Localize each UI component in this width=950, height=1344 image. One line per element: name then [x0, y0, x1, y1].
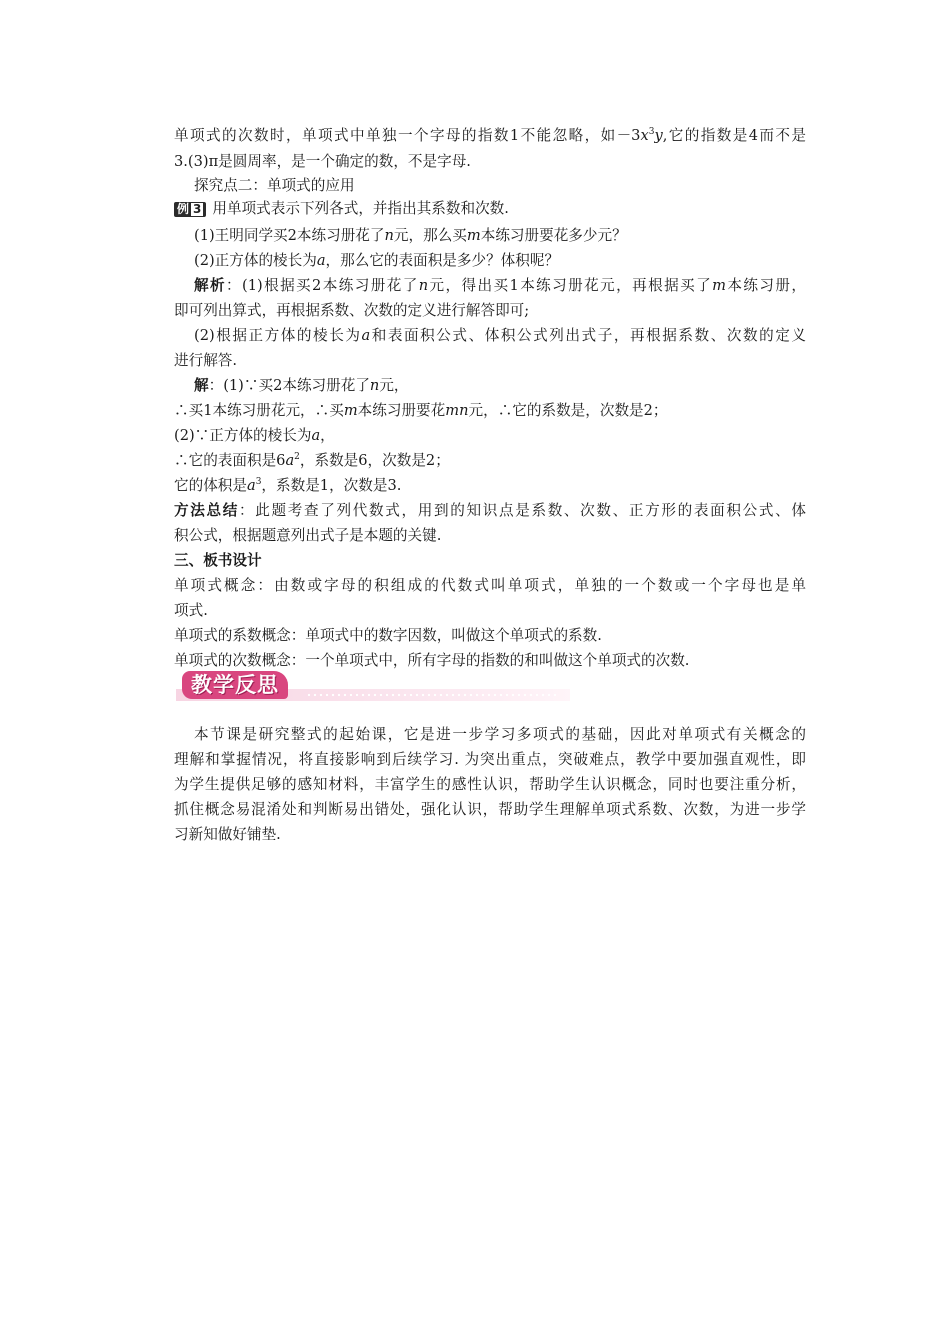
- example-tag: 例 3: [174, 202, 206, 217]
- banner-dots: [306, 693, 556, 697]
- text-line: 单项式的系数概念：单项式中的数字因数，叫做这个单项式的系数.: [174, 627, 602, 644]
- text-line: 单项式概念：由数或字母的积组成的代数式叫单项式，单独的一个数或一个字母也是单: [174, 577, 806, 594]
- text-line: 即可列出算式，再根据系数、次数的定义进行解答即可;: [174, 302, 530, 319]
- section-heading: 探究点二：单项式的应用: [194, 177, 355, 194]
- text-line: 抓住概念易混淆处和判断易出错处，强化认识，帮助学生理解单项式系数、次数，为进一步学: [174, 801, 806, 818]
- text-line: 进行解答.: [174, 352, 238, 369]
- text-line: 为学生提供足够的感知材料，丰富学生的感性认识，帮助学生认识概念，同时也要注重分析，: [174, 776, 806, 793]
- text-line: (2)根据正方体的棱长为a和表面积公式、体积公式列出式子，再根据系数、次数的定义: [194, 327, 806, 344]
- text-line: 解：(1)∵买2本练习册花了n元，: [194, 377, 409, 394]
- text-line: (1)王明同学买2本练习册花了n元，那么买m本练习册要花多少元？: [194, 227, 627, 244]
- text-line: 方法总结：此题考查了列代数式，用到的知识点是系数、次数、正方形的表面积公式、体: [174, 502, 806, 519]
- text-line: 解析：(1)根据买2本练习册花了n元，得出买1本练习册花元，再根据买了m本练习册，: [194, 277, 806, 294]
- text-line: 项式.: [174, 602, 208, 619]
- section-heading: 三、板书设计: [174, 552, 262, 569]
- text-line: 它的体积是$a^3$，系数是1，次数是3.: [174, 477, 402, 494]
- banner-title: 教学反思: [182, 671, 288, 699]
- text-line: 积公式，根据题意列出式子是本题的关键.: [174, 527, 442, 544]
- text-line: 本节课是研究整式的起始课，它是进一步学习多项式的基础，因此对单项式有关概念的: [194, 726, 806, 743]
- example-line: 例 3 用单项式表示下列各式，并指出其系数和次数.: [174, 199, 509, 219]
- text-line: 习新知做好铺垫.: [174, 826, 281, 843]
- text-line: ∴它的表面积是$6a^2$，系数是6，次数是2；: [174, 452, 450, 469]
- teaching-reflection-banner: [176, 669, 570, 703]
- text-line: 3.(3)π是圆周率，是一个确定的数，不是字母.: [174, 153, 471, 170]
- text-line: 单项式的次数概念：一个单项式中，所有字母的指数的和叫做这个单项式的次数.: [174, 652, 690, 669]
- text-line: (2)正方体的棱长为a，那么它的表面积是多少？体积呢？: [194, 252, 560, 269]
- text-line: 理解和掌握情况，将直接影响到后续学习. 为突出重点，突破难点，教学中要加强直观性，即: [174, 751, 806, 768]
- text-line: 单项式的次数时，单项式中单独一个字母的指数1不能忽略，如$-3x^3y$,它的指数是4而不是: [174, 127, 806, 144]
- text-line: (2)∵正方体的棱长为a，: [174, 427, 335, 444]
- text-line: ∴买1本练习册花元，∴买m本练习册要花mn元，∴它的系数是，次数是2；: [174, 402, 668, 419]
